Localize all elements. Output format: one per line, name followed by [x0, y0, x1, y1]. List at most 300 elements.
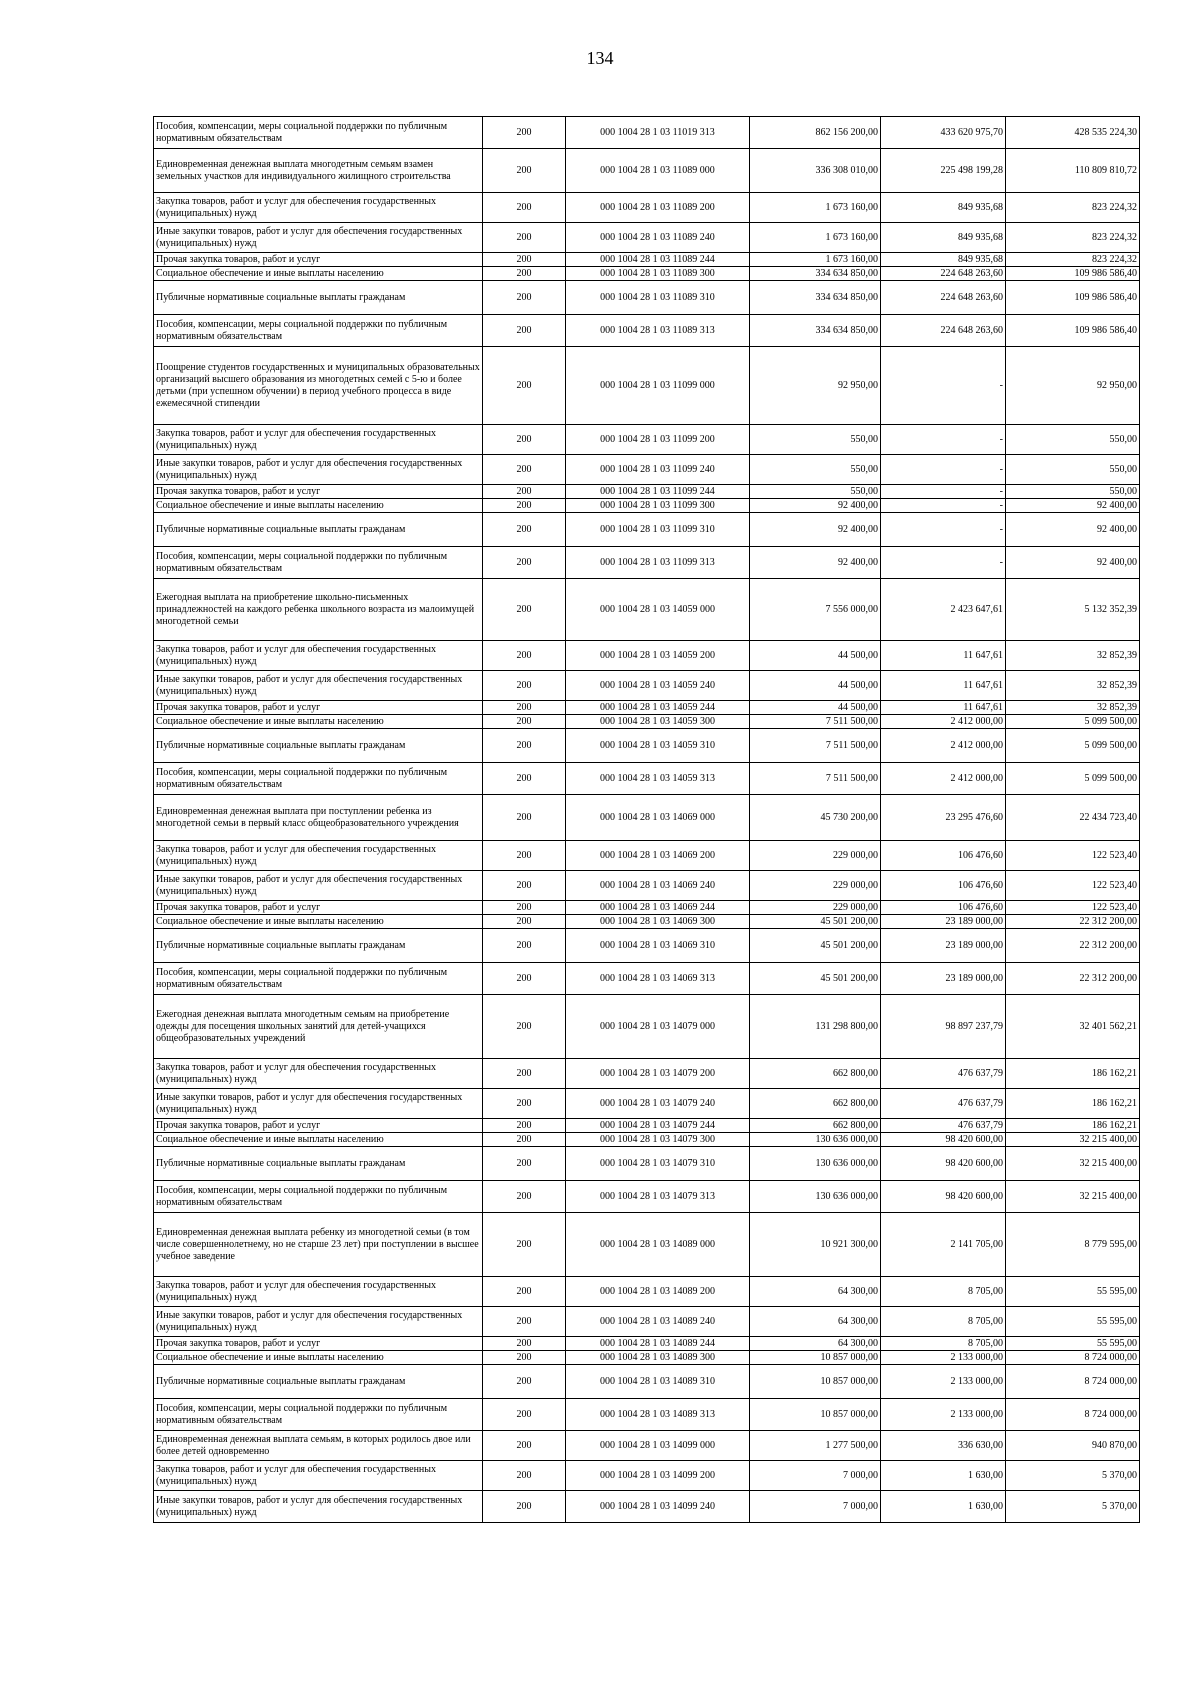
- row-approved-amount: 7 556 000,00: [750, 579, 881, 641]
- row-line-code: 200: [483, 193, 566, 223]
- row-unexecuted-amount: 55 595,00: [1006, 1277, 1140, 1307]
- row-approved-amount: 130 636 000,00: [750, 1147, 881, 1181]
- row-budget-code: 000 1004 28 1 03 14059 200: [566, 641, 750, 671]
- table-row: [154, 795, 1140, 841]
- row-budget-code: 000 1004 28 1 03 14089 200: [566, 1277, 750, 1307]
- row-budget-code: 000 1004 28 1 03 14089 240: [566, 1307, 750, 1337]
- row-budget-code: 000 1004 28 1 03 14079 313: [566, 1181, 750, 1213]
- row-line-code: 200: [483, 1431, 566, 1461]
- row-executed-amount: 106 476,60: [881, 841, 1006, 871]
- row-name: Социальное обеспечение и иные выплаты населению: [154, 1351, 483, 1365]
- row-name: Пособия, компенсации, меры социальной поддержки по публичным нормативным обязательствам: [154, 963, 483, 995]
- row-budget-code: 000 1004 28 1 03 14079 300: [566, 1133, 750, 1147]
- row-executed-amount: -: [881, 347, 1006, 425]
- row-name: Пособия, компенсации, меры социальной поддержки по публичным нормативным обязательствам: [154, 1399, 483, 1431]
- row-name: Единовременная денежная выплата при поступлении ребенка из многодетной семьи в первый класс общеобразовательного учреждения: [154, 795, 483, 841]
- row-approved-amount: 44 500,00: [750, 701, 881, 715]
- row-unexecuted-amount: 32 215 400,00: [1006, 1133, 1140, 1147]
- row-unexecuted-amount: 55 595,00: [1006, 1337, 1140, 1351]
- row-unexecuted-amount: 5 370,00: [1006, 1491, 1140, 1523]
- row-line-code: 200: [483, 1337, 566, 1351]
- row-executed-amount: 849 935,68: [881, 193, 1006, 223]
- row-executed-amount: 8 705,00: [881, 1337, 1006, 1351]
- row-executed-amount: -: [881, 425, 1006, 455]
- table-row: [154, 1277, 1140, 1307]
- table-row: [154, 193, 1140, 223]
- row-budget-code: 000 1004 28 1 03 14079 240: [566, 1089, 750, 1119]
- row-line-code: 200: [483, 671, 566, 701]
- row-unexecuted-amount: 8 724 000,00: [1006, 1399, 1140, 1431]
- table-row: [154, 149, 1140, 193]
- row-unexecuted-amount: 22 312 200,00: [1006, 915, 1140, 929]
- row-name: Пособия, компенсации, меры социальной поддержки по публичным нормативным обязательствам: [154, 117, 483, 149]
- row-budget-code: 000 1004 28 1 03 14069 244: [566, 901, 750, 915]
- row-approved-amount: 7 511 500,00: [750, 715, 881, 729]
- row-unexecuted-amount: 5 099 500,00: [1006, 729, 1140, 763]
- row-name: Социальное обеспечение и иные выплаты населению: [154, 1133, 483, 1147]
- row-executed-amount: 98 897 237,79: [881, 995, 1006, 1059]
- row-executed-amount: 98 420 600,00: [881, 1133, 1006, 1147]
- row-budget-code: 000 1004 28 1 03 14089 300: [566, 1351, 750, 1365]
- row-name: Иные закупки товаров, работ и услуг для обеспечения государственных (муниципальных) нужд: [154, 1089, 483, 1119]
- row-unexecuted-amount: 122 523,40: [1006, 841, 1140, 871]
- row-unexecuted-amount: 8 724 000,00: [1006, 1351, 1140, 1365]
- row-unexecuted-amount: 5 132 352,39: [1006, 579, 1140, 641]
- row-budget-code: 000 1004 28 1 03 14059 240: [566, 671, 750, 701]
- row-approved-amount: 334 634 850,00: [750, 267, 881, 281]
- row-executed-amount: 98 420 600,00: [881, 1147, 1006, 1181]
- row-budget-code: 000 1004 28 1 03 11099 244: [566, 485, 750, 499]
- table-row: [154, 995, 1140, 1059]
- row-budget-code: 000 1004 28 1 03 11089 244: [566, 253, 750, 267]
- row-budget-code: 000 1004 28 1 03 14089 000: [566, 1213, 750, 1277]
- row-unexecuted-amount: 550,00: [1006, 485, 1140, 499]
- table-row: [154, 315, 1140, 347]
- row-budget-code: 000 1004 28 1 03 11099 313: [566, 547, 750, 579]
- row-name: Пособия, компенсации, меры социальной поддержки по публичным нормативным обязательствам: [154, 1181, 483, 1213]
- row-unexecuted-amount: 92 400,00: [1006, 499, 1140, 513]
- row-unexecuted-amount: 32 852,39: [1006, 671, 1140, 701]
- row-name: Ежегодная выплата на приобретение школьно-письменных принадлежностей на каждого ребенка школьного возраста из малоимущей многодетной семьи: [154, 579, 483, 641]
- row-line-code: 200: [483, 1147, 566, 1181]
- table-row: [154, 871, 1140, 901]
- row-name: Единовременная денежная выплата многодетным семьям взамен земельных участков для индивидуального жилищного строительства: [154, 149, 483, 193]
- row-name: Закупка товаров, работ и услуг для обеспечения государственных (муниципальных) нужд: [154, 1059, 483, 1089]
- row-line-code: 200: [483, 1491, 566, 1523]
- row-executed-amount: 476 637,79: [881, 1119, 1006, 1133]
- row-executed-amount: 2 423 647,61: [881, 579, 1006, 641]
- row-line-code: 200: [483, 485, 566, 499]
- row-unexecuted-amount: 186 162,21: [1006, 1089, 1140, 1119]
- row-budget-code: 000 1004 28 1 03 14079 310: [566, 1147, 750, 1181]
- row-executed-amount: 2 412 000,00: [881, 715, 1006, 729]
- row-unexecuted-amount: 32 401 562,21: [1006, 995, 1140, 1059]
- row-executed-amount: 2 141 705,00: [881, 1213, 1006, 1277]
- row-executed-amount: 8 705,00: [881, 1307, 1006, 1337]
- row-executed-amount: 11 647,61: [881, 641, 1006, 671]
- row-name: Публичные нормативные социальные выплаты гражданам: [154, 281, 483, 315]
- row-budget-code: 000 1004 28 1 03 14069 300: [566, 915, 750, 929]
- row-budget-code: 000 1004 28 1 03 14059 244: [566, 701, 750, 715]
- row-name: Публичные нормативные социальные выплаты гражданам: [154, 1365, 483, 1399]
- table-row: [154, 1213, 1140, 1277]
- row-name: Прочая закупка товаров, работ и услуг: [154, 1119, 483, 1133]
- row-name: Прочая закупка товаров, работ и услуг: [154, 701, 483, 715]
- table-row: [154, 223, 1140, 253]
- row-unexecuted-amount: 823 224,32: [1006, 253, 1140, 267]
- row-name: Иные закупки товаров, работ и услуг для обеспечения государственных (муниципальных) нужд: [154, 455, 483, 485]
- row-approved-amount: 45 730 200,00: [750, 795, 881, 841]
- row-budget-code: 000 1004 28 1 03 14099 000: [566, 1431, 750, 1461]
- row-executed-amount: 2 133 000,00: [881, 1351, 1006, 1365]
- row-executed-amount: 224 648 263,60: [881, 281, 1006, 315]
- row-budget-code: 000 1004 28 1 03 14069 310: [566, 929, 750, 963]
- row-unexecuted-amount: 186 162,21: [1006, 1059, 1140, 1089]
- row-line-code: 200: [483, 701, 566, 715]
- row-name: Социальное обеспечение и иные выплаты населению: [154, 267, 483, 281]
- row-approved-amount: 1 673 160,00: [750, 253, 881, 267]
- row-budget-code: 000 1004 28 1 03 14059 300: [566, 715, 750, 729]
- table-row: [154, 425, 1140, 455]
- row-budget-code: 000 1004 28 1 03 14099 240: [566, 1491, 750, 1523]
- table-row: [154, 267, 1140, 281]
- row-unexecuted-amount: 8 779 595,00: [1006, 1213, 1140, 1277]
- row-line-code: 200: [483, 995, 566, 1059]
- table-row: [154, 1089, 1140, 1119]
- row-executed-amount: -: [881, 485, 1006, 499]
- row-name: Иные закупки товаров, работ и услуг для обеспечения государственных (муниципальных) нужд: [154, 1491, 483, 1523]
- row-executed-amount: 849 935,68: [881, 253, 1006, 267]
- row-budget-code: 000 1004 28 1 03 14069 000: [566, 795, 750, 841]
- row-unexecuted-amount: 22 312 200,00: [1006, 963, 1140, 995]
- table-row: [154, 513, 1140, 547]
- row-line-code: 200: [483, 1181, 566, 1213]
- row-budget-code: 000 1004 28 1 03 11089 313: [566, 315, 750, 347]
- row-unexecuted-amount: 823 224,32: [1006, 193, 1140, 223]
- row-executed-amount: 336 630,00: [881, 1431, 1006, 1461]
- row-name: Иные закупки товаров, работ и услуг для обеспечения государственных (муниципальных) нужд: [154, 671, 483, 701]
- row-approved-amount: 334 634 850,00: [750, 315, 881, 347]
- row-approved-amount: 550,00: [750, 485, 881, 499]
- row-name: Публичные нормативные социальные выплаты гражданам: [154, 1147, 483, 1181]
- row-name: Социальное обеспечение и иные выплаты населению: [154, 715, 483, 729]
- row-approved-amount: 862 156 200,00: [750, 117, 881, 149]
- row-unexecuted-amount: 109 986 586,40: [1006, 281, 1140, 315]
- row-unexecuted-amount: 5 099 500,00: [1006, 715, 1140, 729]
- row-line-code: 200: [483, 963, 566, 995]
- row-name: Иные закупки товаров, работ и услуг для обеспечения государственных (муниципальных) нужд: [154, 223, 483, 253]
- row-approved-amount: 44 500,00: [750, 641, 881, 671]
- table-row: [154, 117, 1140, 149]
- row-budget-code: 000 1004 28 1 03 11089 310: [566, 281, 750, 315]
- row-line-code: 200: [483, 547, 566, 579]
- row-executed-amount: 224 648 263,60: [881, 315, 1006, 347]
- table-body: [154, 117, 1140, 1523]
- row-name: Поощрение студентов государственных и муниципальных образовательных организаций высшего образования из многодетных семей с 5-ю и более детьми (при успешном обучении) в период учебного процесса в виде ежемесячной стипендии: [154, 347, 483, 425]
- row-approved-amount: 64 300,00: [750, 1277, 881, 1307]
- row-line-code: 200: [483, 1351, 566, 1365]
- row-name: Ежегодная денежная выплата многодетным семьям на приобретение одежды для посещения школьных занятий для детей-учащихся общеобразовательных учреждений: [154, 995, 483, 1059]
- row-line-code: 200: [483, 1059, 566, 1089]
- table-row: [154, 641, 1140, 671]
- row-unexecuted-amount: 8 724 000,00: [1006, 1365, 1140, 1399]
- row-name: Закупка товаров, работ и услуг для обеспечения государственных (муниципальных) нужд: [154, 1277, 483, 1307]
- row-line-code: 200: [483, 929, 566, 963]
- row-approved-amount: 45 501 200,00: [750, 929, 881, 963]
- row-executed-amount: 106 476,60: [881, 871, 1006, 901]
- table-row: [154, 1059, 1140, 1089]
- row-line-code: 200: [483, 1119, 566, 1133]
- row-approved-amount: 7 000,00: [750, 1461, 881, 1491]
- row-approved-amount: 10 857 000,00: [750, 1351, 881, 1365]
- row-approved-amount: 92 400,00: [750, 499, 881, 513]
- page-number: 134: [586, 48, 614, 68]
- row-line-code: 200: [483, 1133, 566, 1147]
- row-line-code: 200: [483, 315, 566, 347]
- table-row: [154, 281, 1140, 315]
- table-row: [154, 455, 1140, 485]
- row-executed-amount: 433 620 975,70: [881, 117, 1006, 149]
- row-line-code: 200: [483, 267, 566, 281]
- row-unexecuted-amount: 5 370,00: [1006, 1461, 1140, 1491]
- row-line-code: 200: [483, 901, 566, 915]
- table-row: [154, 253, 1140, 267]
- row-approved-amount: 7 511 500,00: [750, 763, 881, 795]
- row-executed-amount: 98 420 600,00: [881, 1181, 1006, 1213]
- table-row: [154, 841, 1140, 871]
- row-line-code: 200: [483, 117, 566, 149]
- row-executed-amount: 23 189 000,00: [881, 963, 1006, 995]
- row-executed-amount: 106 476,60: [881, 901, 1006, 915]
- row-line-code: 200: [483, 871, 566, 901]
- row-approved-amount: 229 000,00: [750, 841, 881, 871]
- row-budget-code: 000 1004 28 1 03 11099 310: [566, 513, 750, 547]
- table-row: [154, 1181, 1140, 1213]
- row-executed-amount: 2 133 000,00: [881, 1365, 1006, 1399]
- row-approved-amount: 92 950,00: [750, 347, 881, 425]
- row-approved-amount: 92 400,00: [750, 513, 881, 547]
- row-budget-code: 000 1004 28 1 03 11099 240: [566, 455, 750, 485]
- row-executed-amount: -: [881, 513, 1006, 547]
- row-executed-amount: 225 498 199,28: [881, 149, 1006, 193]
- table-row: [154, 671, 1140, 701]
- row-executed-amount: 8 705,00: [881, 1277, 1006, 1307]
- row-executed-amount: -: [881, 499, 1006, 513]
- row-name: Закупка товаров, работ и услуг для обеспечения государственных (муниципальных) нужд: [154, 641, 483, 671]
- row-executed-amount: 224 648 263,60: [881, 267, 1006, 281]
- row-executed-amount: 1 630,00: [881, 1461, 1006, 1491]
- row-line-code: 200: [483, 455, 566, 485]
- table-row: [154, 1431, 1140, 1461]
- row-unexecuted-amount: 55 595,00: [1006, 1307, 1140, 1337]
- row-unexecuted-amount: 109 986 586,40: [1006, 315, 1140, 347]
- row-name: Закупка товаров, работ и услуг для обеспечения государственных (муниципальных) нужд: [154, 425, 483, 455]
- table-row: [154, 929, 1140, 963]
- row-line-code: 200: [483, 499, 566, 513]
- table-row: [154, 579, 1140, 641]
- row-name: Единовременная денежная выплата ребенку из многодетной семьи (в том числе совершеннолетнему, но не старше 23 лет) при поступлении в высшее учебное заведение: [154, 1213, 483, 1277]
- row-approved-amount: 130 636 000,00: [750, 1133, 881, 1147]
- table-row: [154, 763, 1140, 795]
- row-name: Публичные нормативные социальные выплаты гражданам: [154, 729, 483, 763]
- table-row: [154, 1307, 1140, 1337]
- table-row: [154, 1461, 1140, 1491]
- row-unexecuted-amount: 92 400,00: [1006, 513, 1140, 547]
- row-approved-amount: 550,00: [750, 425, 881, 455]
- row-approved-amount: 334 634 850,00: [750, 281, 881, 315]
- row-unexecuted-amount: 92 400,00: [1006, 547, 1140, 579]
- table-row: [154, 963, 1140, 995]
- row-line-code: 200: [483, 1399, 566, 1431]
- table-row: [154, 1399, 1140, 1431]
- row-line-code: 200: [483, 1461, 566, 1491]
- row-unexecuted-amount: 122 523,40: [1006, 871, 1140, 901]
- table-row: [154, 1133, 1140, 1147]
- row-executed-amount: 2 412 000,00: [881, 729, 1006, 763]
- row-unexecuted-amount: 109 986 586,40: [1006, 267, 1140, 281]
- row-budget-code: 000 1004 28 1 03 11099 200: [566, 425, 750, 455]
- row-approved-amount: 44 500,00: [750, 671, 881, 701]
- row-executed-amount: 23 189 000,00: [881, 915, 1006, 929]
- row-line-code: 200: [483, 763, 566, 795]
- row-approved-amount: 662 800,00: [750, 1059, 881, 1089]
- row-line-code: 200: [483, 715, 566, 729]
- row-budget-code: 000 1004 28 1 03 14069 200: [566, 841, 750, 871]
- row-approved-amount: 1 673 160,00: [750, 223, 881, 253]
- row-name: Прочая закупка товаров, работ и услуг: [154, 253, 483, 267]
- row-name: Прочая закупка товаров, работ и услуг: [154, 901, 483, 915]
- row-budget-code: 000 1004 28 1 03 14089 244: [566, 1337, 750, 1351]
- table-row: [154, 485, 1140, 499]
- row-executed-amount: 1 630,00: [881, 1491, 1006, 1523]
- row-executed-amount: 23 189 000,00: [881, 929, 1006, 963]
- row-name: Закупка товаров, работ и услуг для обеспечения государственных (муниципальных) нужд: [154, 193, 483, 223]
- table-row: [154, 1147, 1140, 1181]
- row-approved-amount: 662 800,00: [750, 1089, 881, 1119]
- row-budget-code: 000 1004 28 1 03 14059 000: [566, 579, 750, 641]
- row-unexecuted-amount: 92 950,00: [1006, 347, 1140, 425]
- row-approved-amount: 336 308 010,00: [750, 149, 881, 193]
- row-unexecuted-amount: 110 809 810,72: [1006, 149, 1140, 193]
- row-name: Иные закупки товаров, работ и услуг для обеспечения государственных (муниципальных) нужд: [154, 1307, 483, 1337]
- row-name: Социальное обеспечение и иные выплаты населению: [154, 915, 483, 929]
- table-row: [154, 499, 1140, 513]
- row-approved-amount: 10 857 000,00: [750, 1365, 881, 1399]
- row-unexecuted-amount: 5 099 500,00: [1006, 763, 1140, 795]
- row-budget-code: 000 1004 28 1 03 14079 200: [566, 1059, 750, 1089]
- table-row: [154, 347, 1140, 425]
- row-unexecuted-amount: 22 312 200,00: [1006, 929, 1140, 963]
- row-line-code: 200: [483, 1089, 566, 1119]
- row-name: Социальное обеспечение и иные выплаты населению: [154, 499, 483, 513]
- table-row: [154, 901, 1140, 915]
- row-line-code: 200: [483, 1213, 566, 1277]
- row-executed-amount: 849 935,68: [881, 223, 1006, 253]
- table-row: [154, 729, 1140, 763]
- row-name: Пособия, компенсации, меры социальной поддержки по публичным нормативным обязательствам: [154, 547, 483, 579]
- row-line-code: 200: [483, 223, 566, 253]
- row-executed-amount: 2 133 000,00: [881, 1399, 1006, 1431]
- row-budget-code: 000 1004 28 1 03 14059 310: [566, 729, 750, 763]
- table-row: [154, 1119, 1140, 1133]
- row-budget-code: 000 1004 28 1 03 14069 240: [566, 871, 750, 901]
- row-name: Закупка товаров, работ и услуг для обеспечения государственных (муниципальных) нужд: [154, 1461, 483, 1491]
- row-line-code: 200: [483, 281, 566, 315]
- row-approved-amount: 1 277 500,00: [750, 1431, 881, 1461]
- row-executed-amount: 2 412 000,00: [881, 763, 1006, 795]
- row-name: Пособия, компенсации, меры социальной поддержки по публичным нормативным обязательствам: [154, 763, 483, 795]
- row-approved-amount: 1 673 160,00: [750, 193, 881, 223]
- row-budget-code: 000 1004 28 1 03 11089 200: [566, 193, 750, 223]
- table-row: [154, 701, 1140, 715]
- row-line-code: 200: [483, 425, 566, 455]
- row-executed-amount: 11 647,61: [881, 701, 1006, 715]
- row-name: Единовременная денежная выплата семьям, в которых родилось двое или более детей одновременно: [154, 1431, 483, 1461]
- row-budget-code: 000 1004 28 1 03 14059 313: [566, 763, 750, 795]
- row-name: Прочая закупка товаров, работ и услуг: [154, 485, 483, 499]
- table-row: [154, 915, 1140, 929]
- row-unexecuted-amount: 550,00: [1006, 455, 1140, 485]
- row-line-code: 200: [483, 795, 566, 841]
- row-approved-amount: 64 300,00: [750, 1307, 881, 1337]
- row-approved-amount: 7 000,00: [750, 1491, 881, 1523]
- row-unexecuted-amount: 32 215 400,00: [1006, 1181, 1140, 1213]
- row-name: Пособия, компенсации, меры социальной поддержки по публичным нормативным обязательствам: [154, 315, 483, 347]
- row-line-code: 200: [483, 149, 566, 193]
- row-line-code: 200: [483, 1277, 566, 1307]
- row-line-code: 200: [483, 347, 566, 425]
- row-unexecuted-amount: 428 535 224,30: [1006, 117, 1140, 149]
- row-unexecuted-amount: 122 523,40: [1006, 901, 1140, 915]
- row-approved-amount: 229 000,00: [750, 901, 881, 915]
- row-approved-amount: 45 501 200,00: [750, 915, 881, 929]
- table-row: [154, 1351, 1140, 1365]
- row-executed-amount: 476 637,79: [881, 1089, 1006, 1119]
- row-approved-amount: 550,00: [750, 455, 881, 485]
- row-name: Публичные нормативные социальные выплаты гражданам: [154, 929, 483, 963]
- row-approved-amount: 130 636 000,00: [750, 1181, 881, 1213]
- row-unexecuted-amount: 823 224,32: [1006, 223, 1140, 253]
- row-line-code: 200: [483, 253, 566, 267]
- row-line-code: 200: [483, 729, 566, 763]
- row-name: Публичные нормативные социальные выплаты гражданам: [154, 513, 483, 547]
- row-budget-code: 000 1004 28 1 03 11089 000: [566, 149, 750, 193]
- row-budget-code: 000 1004 28 1 03 14099 200: [566, 1461, 750, 1491]
- row-unexecuted-amount: 32 852,39: [1006, 641, 1140, 671]
- row-approved-amount: 64 300,00: [750, 1337, 881, 1351]
- row-budget-code: 000 1004 28 1 03 11099 300: [566, 499, 750, 513]
- table-row: [154, 1491, 1140, 1523]
- row-budget-code: 000 1004 28 1 03 14089 310: [566, 1365, 750, 1399]
- row-budget-code: 000 1004 28 1 03 11089 300: [566, 267, 750, 281]
- row-approved-amount: 7 511 500,00: [750, 729, 881, 763]
- row-approved-amount: 662 800,00: [750, 1119, 881, 1133]
- row-unexecuted-amount: 550,00: [1006, 425, 1140, 455]
- row-line-code: 200: [483, 641, 566, 671]
- row-approved-amount: 45 501 200,00: [750, 963, 881, 995]
- row-unexecuted-amount: 22 434 723,40: [1006, 795, 1140, 841]
- row-unexecuted-amount: 32 852,39: [1006, 701, 1140, 715]
- row-approved-amount: 10 857 000,00: [750, 1399, 881, 1431]
- row-approved-amount: 131 298 800,00: [750, 995, 881, 1059]
- row-approved-amount: 92 400,00: [750, 547, 881, 579]
- row-name: Закупка товаров, работ и услуг для обеспечения государственных (муниципальных) нужд: [154, 841, 483, 871]
- row-line-code: 200: [483, 1365, 566, 1399]
- row-line-code: 200: [483, 1307, 566, 1337]
- row-line-code: 200: [483, 579, 566, 641]
- table-row: [154, 1337, 1140, 1351]
- row-unexecuted-amount: 940 870,00: [1006, 1431, 1140, 1461]
